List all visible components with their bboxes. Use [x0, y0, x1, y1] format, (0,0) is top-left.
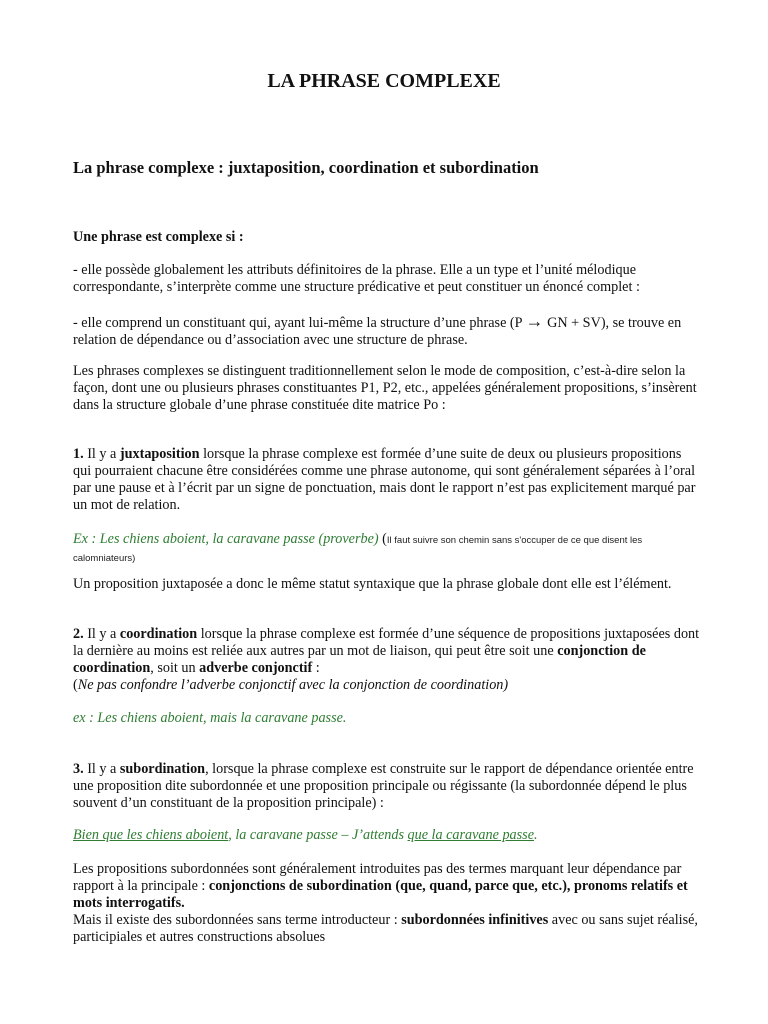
section-1-juxtaposition: 1. Il y a juxtaposition lorsque la phrase complexe est formée d’une suite de deux ou plusieurs propositions qui pourraient chacune être considérées comme une phrase autonome, qui sont généralement séparées à l’oral par une pause et à l’écrit par un signe de ponctuation, mais dont le rapport n’est pas explicitement marqué par un mot de relation.: [73, 446, 696, 513]
intro-heading: Une phrase est complexe si :: [73, 229, 244, 245]
section-3-subordination: 3. Il y a subordination, lorsque la phrase complexe est construite sur le rapport de dépendance orientée entre une proposition dite subordonnée et une proposition principale ou régissante (la subordonnée dépend le plus souvent d’un constituant de la proposition principale) :: [73, 761, 694, 811]
section-subtitle: La phrase complexe : juxtaposition, coordination et subordination: [73, 158, 539, 177]
page-title: LA PHRASE COMPLEXE: [267, 70, 501, 92]
section-1-example: Ex : Les chiens aboient, la caravane passe (proverbe) (Il faut suivre son chemin sans s'occuper de ce que disent les calomniateurs): [73, 531, 643, 564]
section-1-conclusion: Un proposition juxtaposée a donc le même statut syntaxique que la phrase globale dont elle est l’élément.: [73, 576, 672, 592]
section-3-paragraph: Les propositions subordonnées sont généralement introduites pas des termes marquant leur dépendance par rapport à la principale : conjonctions de subordination (que, quand, parce que, etc.), pronoms relatifs et mots interrogatifs. Mais il existe des subordonnées sans terme introducteur : subordonnées infinitives avec ou sans sujet réalisé, participiales et autres constructions absolues: [73, 861, 698, 945]
intro-paragraph: Les phrases complexes se distinguent traditionnellement selon le mode de composition, c’est-à-dire selon la façon, dont une ou plusieurs phrases constituantes P1, P2, etc., appelées généralement propositions, s’insèrent dans la structure globale d’une phrase constituée dite matrice Po :: [73, 363, 697, 413]
section-2-example: ex : Les chiens aboient, mais la caravane passe.: [73, 710, 347, 726]
intro-condition-2: - elle comprend un constituant qui, ayant lui-même la structure d’une phrase (P → GN + SV), se trouve en relation de dépendance ou d’association avec une structure de phrase.: [73, 311, 682, 348]
section-3-example: Bien que les chiens aboient, la caravane passe – J’attends que la caravane passe.: [73, 827, 538, 843]
arrow-icon: →: [525, 311, 544, 331]
example-note: Il faut suivre son chemin sans s'occuper de ce que disent les calomniateurs): [73, 535, 643, 564]
section-2-coordination: 2. Il y a coordination lorsque la phrase complexe est formée d’une séquence de propositions juxtaposées dont la dernière au moins est reliée aux autres par un mot de liaison, qui peut être soit une conjonction de coordination, soit un adverbe conjonctif : (Ne pas confondre l’adverbe conjonctif avec la conjonction de coordination): [73, 626, 700, 693]
intro-condition-1: - elle possède globalement les attributs définitoires de la phrase. Elle a un type et l’unité mélodique correspondante, s’interprète comme une structure prédicative et peut constituer un énoncé complet :: [73, 262, 640, 295]
